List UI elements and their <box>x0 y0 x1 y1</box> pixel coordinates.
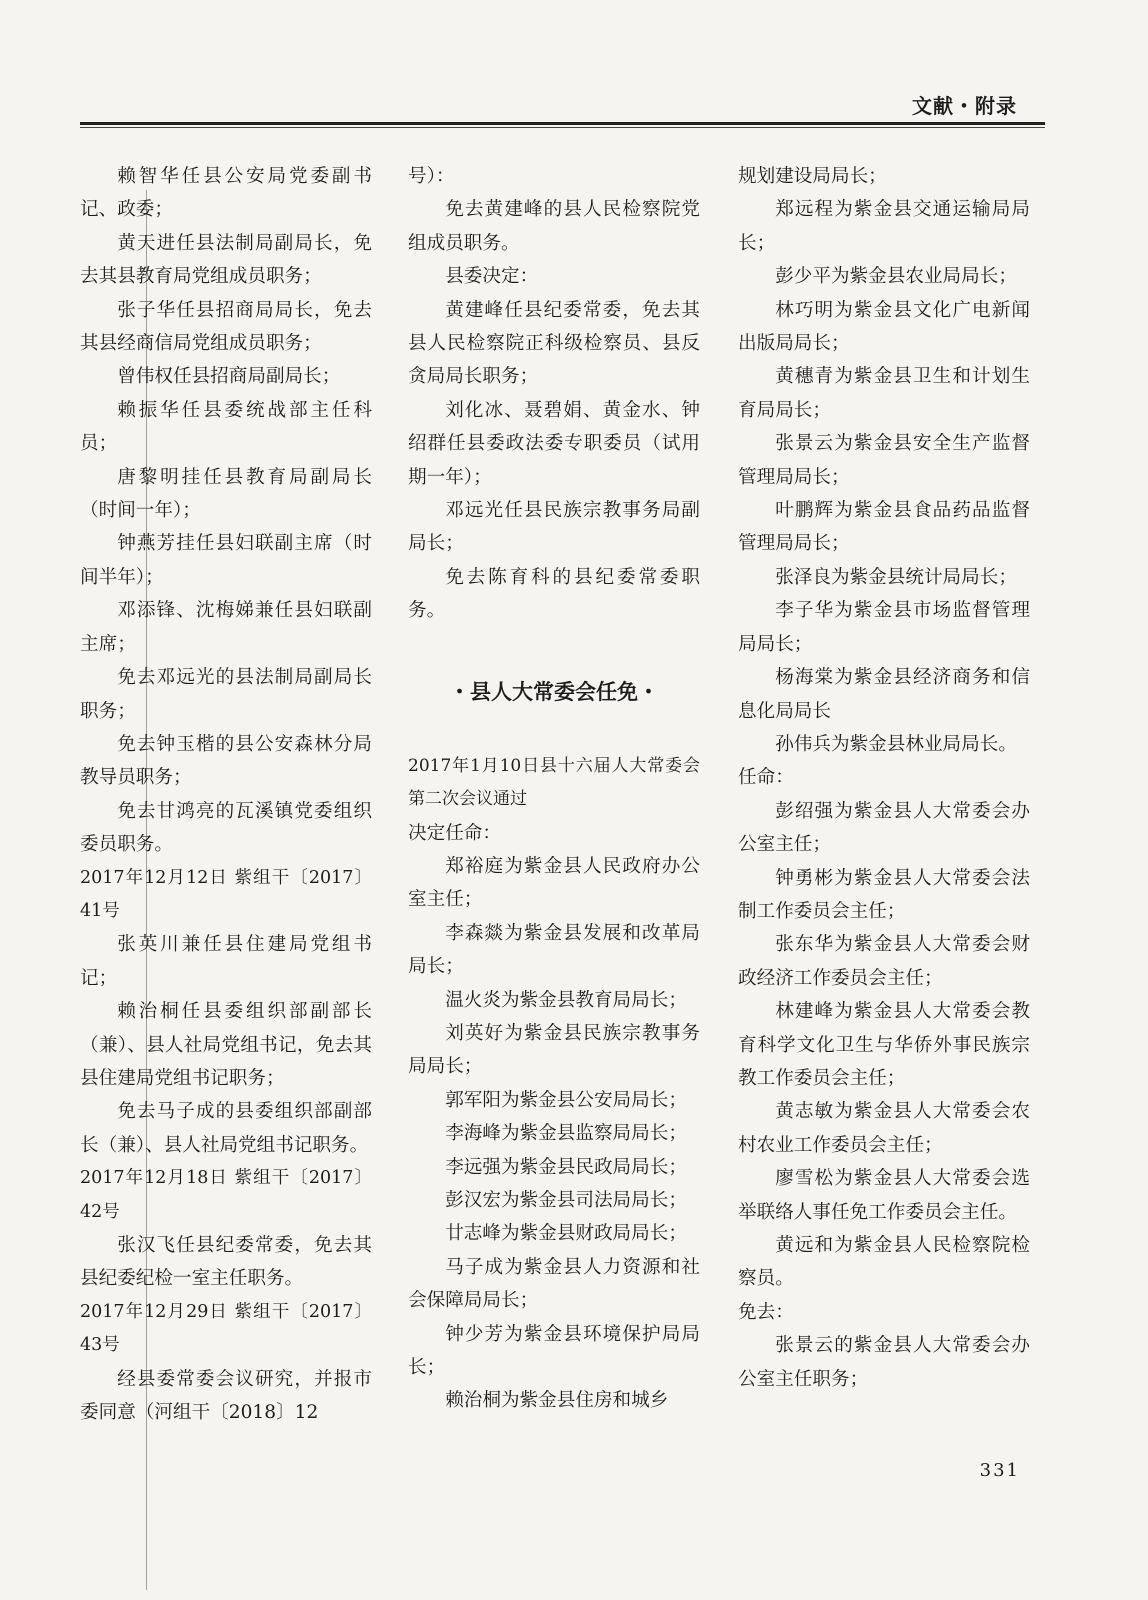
paragraph: 孙伟兵为紫金县林业局局长。 <box>775 733 1017 755</box>
paragraph: 赖治桐为紫金县住房和城乡 <box>445 1390 669 1412</box>
paragraph: 钟少芳为紫金县环境保护局局长； <box>408 1323 700 1378</box>
paragraph: 张汉飞任县纪委常委，免去其县纪委纪检一室主任职务。 <box>80 1235 372 1290</box>
paragraph: 赖振华任县委统战部主任科员； <box>80 399 372 455</box>
paragraph: 林建峰为紫金县人大常委会教育科学文化卫生与华侨外事民族宗教工作委员会主任； <box>738 1001 1030 1089</box>
document-reference: 2017年12月18日 紫组干〔2017〕42号 <box>80 1168 372 1222</box>
meeting-note: 2017年1月10日县十六届人大常委会第二次会议通过 <box>408 755 700 810</box>
text-column-1 <box>80 160 372 1429</box>
text-column-2 <box>408 160 700 1418</box>
header-rule-thin <box>80 127 1045 128</box>
paragraph: 刘英好为紫金县民族宗教事务局局长； <box>408 1022 700 1078</box>
paragraph: 赖治桐任县委组织部副部长（兼）、县人社局党组书记，免去其县住建局党组书记职务； <box>80 1001 372 1089</box>
paragraph: 钟燕芳挂任县妇联副主席（时间半年）； <box>80 533 372 588</box>
paragraph: 李子华为紫金县市场监督管理局局长； <box>738 600 1030 655</box>
paragraph: 张东华为紫金县人大常委会财政经济工作委员会主任； <box>738 934 1030 989</box>
document-reference: 2017年12月29日 紫组干〔2017〕43号 <box>80 1301 372 1356</box>
page-number: 331 <box>979 1460 1020 1481</box>
paragraph: 唐黎明挂任县教育局副局长（时间一年）； <box>80 466 372 522</box>
paragraph: 叶鹏辉为紫金县食品药品监督管理局局长； <box>738 500 1030 555</box>
paragraph: 免去马子成的县委组织部副部长（兼）、县人社局党组书记职务。 <box>80 1101 372 1156</box>
paragraph: 邓添锋、沈梅娣兼任县妇联副主席； <box>80 600 372 655</box>
paragraph: 黄天进任县法制局副局长，免去其县教育局党组成员职务； <box>80 232 372 288</box>
paragraph: 免去钟玉楷的县公安森林分局教导员职务； <box>80 733 372 789</box>
paragraph: 温火炎为紫金县教育局局长； <box>445 989 687 1011</box>
text-column-3 <box>738 160 1030 1396</box>
paragraph: 黄穗青为紫金县卫生和计划生育局局长； <box>738 366 1030 421</box>
paragraph: 张英川兼任县住建局党组书记； <box>80 934 372 989</box>
section-label: 文献・附录 <box>912 94 1017 118</box>
paragraph: 廖雪松为紫金县人大常委会选举联络人事任免工作委员会主任。 <box>738 1168 1030 1223</box>
paragraph: 钟勇彬为紫金县人大常委会法制工作委员会主任； <box>738 867 1030 922</box>
paragraph: 号）： <box>408 166 455 187</box>
paragraph: 黄建峰任县纪委常委，免去其县人民检察院正科级检察员、县反贪局局长职务； <box>408 299 700 388</box>
paragraph: 廿志峰为紫金县财政局局长； <box>445 1223 687 1245</box>
paragraph: 赖智华任县公安局党委副书记、政委； <box>80 166 372 221</box>
paragraph: 张泽良为紫金县统计局局长； <box>775 566 1017 588</box>
paragraph: 郭军阳为紫金县公安局局长； <box>445 1089 687 1111</box>
paragraph: 彭汉宏为紫金县司法局局长； <box>445 1189 687 1211</box>
paragraph: 刘化冰、聂碧娟、黄金水、钟绍群任县委政法委专职委员（试用期一年）； <box>408 399 700 488</box>
paragraph: 曾伟权任县招商局副局长； <box>117 366 341 388</box>
paragraph: 免去甘鸿亮的瓦溪镇党委组织委员职务。 <box>80 800 372 856</box>
paragraph: 黄远和为紫金县人民检察院检察员。 <box>738 1235 1030 1290</box>
paragraph: 黄志敏为紫金县人大常委会农村农业工作委员会主任； <box>738 1101 1030 1156</box>
paragraph: 林巧明为紫金县文化广电新闻出版局局长； <box>738 299 1030 355</box>
paragraph: 李海峰为紫金县监察局局长； <box>445 1123 687 1145</box>
paragraph: 免去陈育科的县纪委常委职务。 <box>408 566 700 622</box>
paragraph: 免去黄建峰的县人民检察院党组成员职务。 <box>408 199 700 254</box>
paragraph: 邓远光任县民族宗教事务局副局长； <box>408 500 700 555</box>
paragraph: 免去邓远光的县法制局副局长职务； <box>80 667 372 722</box>
paragraph: 郑裕庭为紫金县人民政府办公室主任； <box>408 855 700 911</box>
paragraph: 李森燚为紫金县发展和改革局局长； <box>408 922 700 978</box>
paragraph: 张景云为紫金县安全生产监督管理局局长； <box>738 433 1030 488</box>
paragraph: 任命： <box>738 767 794 789</box>
paragraph: 张子华任县招商局局长，免去其县经商信局党组成员职务； <box>80 299 372 355</box>
paragraph: 郑远程为紫金县交通运输局局长； <box>738 199 1030 254</box>
paragraph: 彭少平为紫金县农业局局长； <box>775 266 1017 288</box>
paragraph: 经县委常委会议研究，并报市委同意（河组干〔2018〕12 <box>80 1368 372 1424</box>
paragraph: 免去： <box>738 1301 794 1323</box>
paragraph: 彭绍强为紫金县人大常委会办公室主任； <box>738 800 1030 856</box>
paragraph: 张景云的紫金县人大常委会办公室主任职务； <box>738 1335 1030 1390</box>
paragraph: 李远强为紫金县民政局局长； <box>445 1156 687 1178</box>
running-header <box>80 90 1045 126</box>
paragraph: 规划建设局局长； <box>738 166 887 187</box>
document-reference: 2017年12月12日 紫组干〔2017〕41号 <box>80 867 372 921</box>
section-heading: ・县人大常委会任免・ <box>449 679 659 704</box>
paragraph: 县委决定： <box>445 266 539 288</box>
header-rule <box>80 122 1045 125</box>
paragraph: 马子成为紫金县人力资源和社会保障局局长； <box>408 1256 700 1312</box>
paragraph: 决定任命： <box>408 822 501 844</box>
paragraph: 杨海棠为紫金县经济商务和信息化局局长 <box>738 667 1030 722</box>
